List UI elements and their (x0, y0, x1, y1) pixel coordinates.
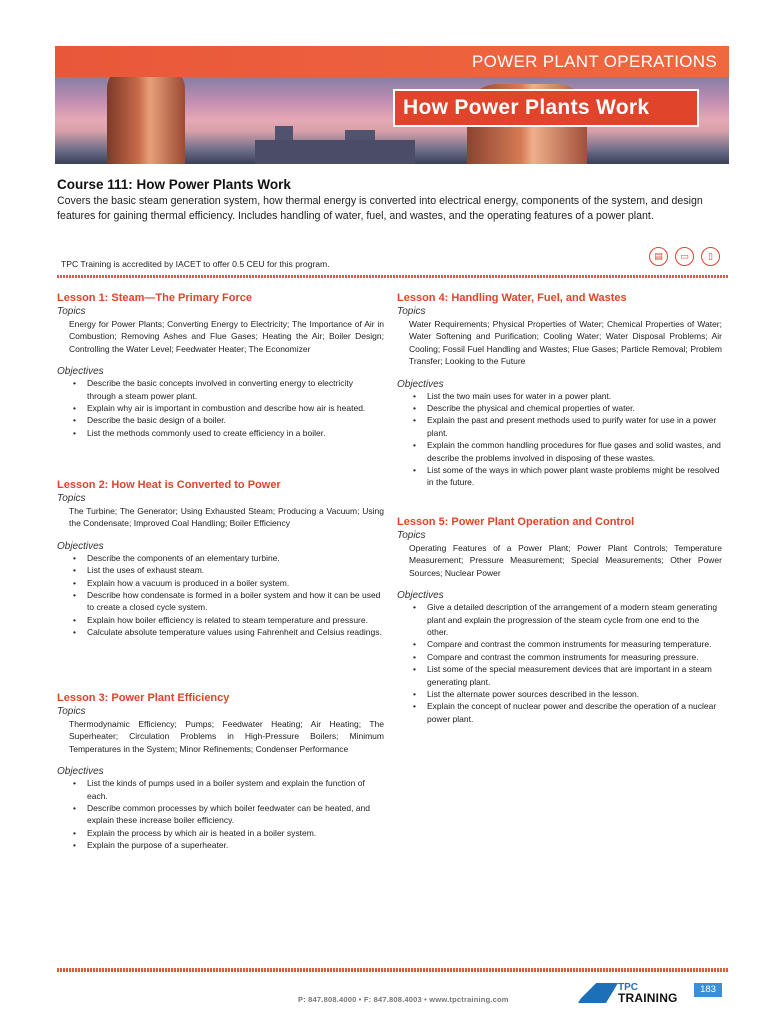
objectives-list (397, 601, 722, 725)
objectives-list (397, 390, 722, 489)
list-item: • Compare and contrast the common instruments for measuring pressure. (397, 651, 722, 663)
header-banner (55, 46, 729, 164)
list-item: • List the alternate power sources described in the lesson. (397, 688, 722, 700)
list-item: • Explain how a vacuum is produced in a boiler system. (57, 577, 384, 589)
book-icon: ▤ (649, 247, 668, 266)
mobile-icon: ▯ (701, 247, 720, 266)
list-item: • Explain the process by which air is heated in a boiler system. (57, 827, 384, 839)
objectives-list (57, 777, 384, 851)
course-description: Covers the basic steam generation system, how thermal energy is converted into electrical energy, components of the system, and design features for gaining thermal efficiency. Includes handling of water, fuel, and wastes, and the operating features of a power plant. (57, 195, 703, 222)
list-item: • Compare and contrast the common instruments for measuring temperature. (397, 638, 722, 650)
list-item: • Explain the common handling procedures for flue gases and solid wastes, and describe the problems involved in disposing of these wastes. (397, 439, 722, 464)
list-item: • List some of the ways in which power plant waste problems might be resolved in the future. (397, 464, 722, 489)
city-skyline-image (255, 140, 415, 164)
lesson-title: Lesson 3: Power Plant Efficiency (57, 692, 230, 704)
cooling-tower-image (107, 68, 185, 164)
list-item: • Describe the components of an elementary turbine. (57, 552, 384, 564)
lesson-2 (57, 479, 384, 639)
list-item: • Describe the basic concepts involved in converting energy to electricity through a steam power plant. (57, 377, 384, 402)
category-bar (55, 46, 729, 77)
page-number: 183 (694, 983, 722, 997)
topics-label: Topics (57, 706, 86, 717)
list-item: • Explain the purpose of a superheater. (57, 839, 384, 851)
course-title: Course 111: How Power Plants Work (57, 177, 291, 192)
lesson-title: Lesson 2: How Heat is Converted to Power (57, 479, 281, 491)
list-item: • Explain why air is important in combustion and describe how air is heated. (57, 402, 384, 414)
topics-label: Topics (57, 493, 86, 504)
lesson-topics: Energy for Power Plants; Converting Energy to Electricity; The Importance of Air in Combustion; Removing Ashes and Flue Gases; Heating the Air; Boiler Design; Controlling the Water Level; Feedwater Heater; The Economizer (69, 319, 384, 354)
list-item: • Explain how boiler efficiency is related to steam temperature and pressure. (57, 614, 384, 626)
objectives-label: Objectives (57, 540, 104, 552)
lesson-title: Lesson 5: Power Plant Operation and Control (397, 516, 635, 528)
logo-tpc-text: TPC (618, 982, 638, 993)
objectives-list (57, 377, 384, 439)
contact-info: P: 847.808.4000 • F: 847.808.4003 • www.tpctraining.com (298, 995, 509, 1004)
lesson-3 (57, 692, 384, 852)
lesson-topics: Operating Features of a Power Plant; Power Plant Controls; Temperature Measurement; Pressure Measurement; Special Measurements; Other Power Sources; Nuclear Power (409, 543, 722, 578)
list-item: • Give a detailed description of the arrangement of a modern steam generating plant and explain the progression of the steam cycle from one end to the other. (397, 601, 722, 638)
footer-divider (57, 968, 729, 972)
list-item: • Describe the basic design of a boiler. (57, 414, 384, 426)
logo-training-text: TRAINING (618, 991, 678, 1005)
online-course-icon: ▭ (675, 247, 694, 266)
objectives-label: Objectives (397, 378, 444, 390)
lesson-topics: Water Requirements; Physical Properties of Water; Chemical Properties of Water; Water Softening and Purification; Cooling Water; Water Disposal Problems; Air Cooling; Fossil Fuel Handling and Wastes; Flue Gases; Particle Removal; Problem Transfer; Looking to the Future (409, 319, 722, 367)
accreditation-note: TPC Training is accredited by IACET to offer 0.5 CEU for this program. (61, 259, 330, 269)
topics-label: Topics (397, 306, 426, 317)
list-item: • List the two main uses for water in a power plant. (397, 390, 722, 402)
banner-title-box (393, 89, 699, 127)
objectives-label: Objectives (57, 766, 104, 778)
topics-label: Topics (57, 306, 86, 317)
lesson-topics: The Turbine; The Generator; Using Exhausted Steam; Producing a Vacuum; Using the Condensate; Improved Coal Handling; Boiler Efficiency (69, 506, 384, 529)
lesson-5 (397, 516, 722, 725)
list-item: • List some of the special measurement devices that are important in a steam generating plant. (397, 663, 722, 688)
lesson-topics: Thermodynamic Efficiency; Pumps; Feedwater Heating; Air Heating; The Superheater; Circulation Problems in High-Pressure Boilers; Minimum Temperatures in the System; Minor Refinements; Condenser Performance (69, 719, 384, 754)
category-title: POWER PLANT OPERATIONS (472, 52, 717, 71)
lesson-1 (57, 292, 384, 439)
list-item: • List the methods commonly used to create efficiency in a boiler. (57, 427, 384, 439)
banner-title: How Power Plants Work (403, 96, 650, 119)
list-item: • Describe how condensate is formed in a boiler system and how it can be used to create a closed cycle system. (57, 589, 384, 614)
list-item: • List the kinds of pumps used in a boiler system and explain the function of each. (57, 777, 384, 802)
list-item: • Explain the concept of nuclear power and describe the operation of a nuclear power plant. (397, 700, 722, 725)
lesson-title: Lesson 4: Handling Water, Fuel, and Wastes (397, 292, 627, 304)
list-item: • Calculate absolute temperature values using Fahrenheit and Celsius readings. (57, 626, 384, 638)
objectives-label: Objectives (397, 590, 444, 602)
logo-mark-icon (578, 983, 618, 1003)
list-item: • Describe common processes by which boiler feedwater can be heated, and explain these increase boiler efficiency. (57, 802, 384, 827)
objectives-label: Objectives (57, 366, 104, 378)
list-item: • Describe the physical and chemical properties of water. (397, 402, 722, 414)
objectives-list (57, 552, 384, 639)
topics-label: Topics (397, 530, 426, 541)
list-item: • List the uses of exhaust steam. (57, 564, 384, 576)
list-item: • Explain the past and present methods used to purify water for use in a power plant. (397, 414, 722, 439)
lesson-4 (397, 292, 722, 489)
divider (57, 275, 729, 278)
lesson-title: Lesson 1: Steam—The Primary Force (57, 292, 253, 304)
